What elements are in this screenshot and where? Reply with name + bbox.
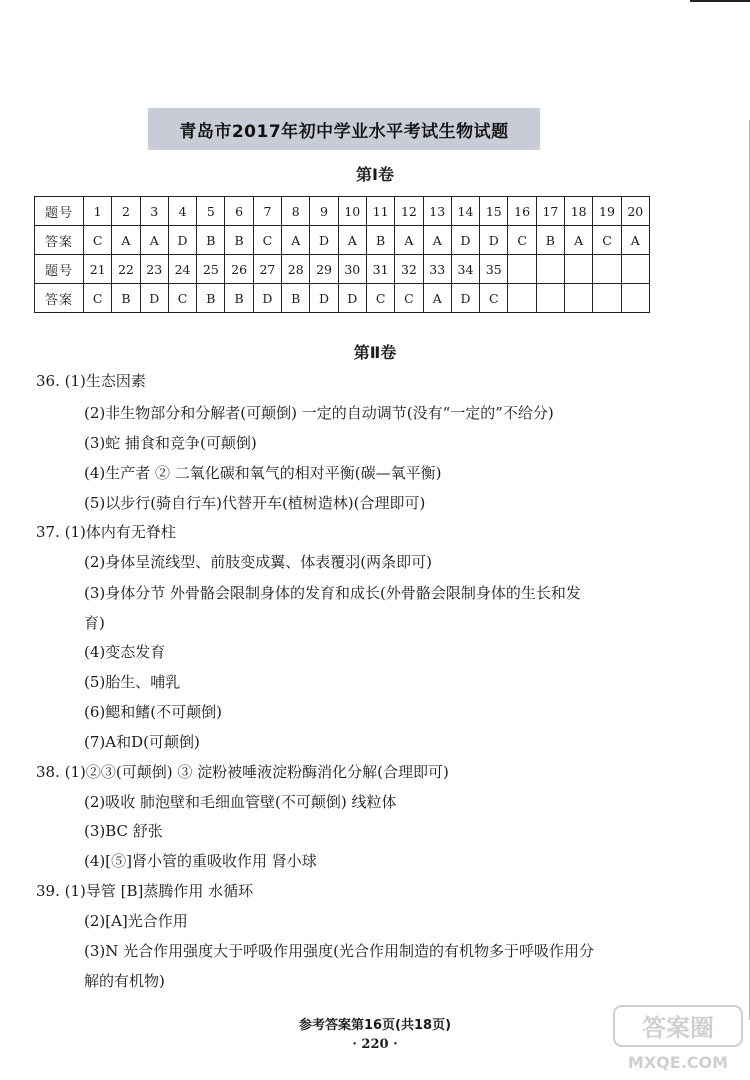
- table-cell: 21: [84, 255, 112, 284]
- table-cell: 8: [282, 197, 310, 226]
- table-cell: A: [621, 226, 649, 255]
- table-cell: [621, 284, 649, 313]
- answer-line: (7)A和D(可颠倒): [84, 733, 200, 751]
- table-cell: 31: [366, 255, 394, 284]
- row-label: 答案: [35, 284, 84, 313]
- table-cell: C: [593, 226, 621, 255]
- table-cell: 13: [423, 197, 451, 226]
- table-cell: D: [338, 284, 366, 313]
- answer-table-row: [35, 226, 650, 255]
- table-cell: [508, 255, 536, 284]
- answer-line: (2)吸收 肺泡壁和毛细血管壁(不可颠倒) 线粒体: [84, 793, 397, 811]
- answer-line: 37. (1)体内有无脊柱: [36, 523, 176, 541]
- table-cell: 28: [282, 255, 310, 284]
- row-label: 题号: [35, 255, 84, 284]
- table-cell: 20: [621, 197, 649, 226]
- answer-line: (2)非生物部分和分解者(可颠倒) 一定的自动调节(没有“一定的”不给分): [84, 404, 554, 422]
- table-cell: B: [197, 226, 225, 255]
- table-cell: 23: [140, 255, 168, 284]
- footer-label: 参考答案第16页(共18页): [298, 1018, 452, 1033]
- table-cell: D: [310, 226, 338, 255]
- answer-line: (3)蛇 捕食和竞争(可颠倒): [84, 434, 257, 452]
- table-cell: 17: [536, 197, 564, 226]
- table-cell: 12: [395, 197, 423, 226]
- answer-table-row: [35, 284, 650, 313]
- table-cell: 24: [168, 255, 196, 284]
- answer-line: (5)以步行(骑自行车)代替开车(植树造林)(合理即可): [84, 494, 426, 512]
- answer-line: (6)鳃和鳍(不可颠倒): [84, 703, 222, 721]
- table-cell: D: [480, 226, 508, 255]
- table-cell: A: [565, 226, 593, 255]
- table-cell: 5: [197, 197, 225, 226]
- table-cell: 7: [253, 197, 281, 226]
- page-title: 青岛市2017年初中学业水平考试生物试题: [148, 108, 540, 150]
- answer-line: 育): [84, 614, 105, 632]
- table-cell: A: [423, 226, 451, 255]
- table-cell: B: [225, 226, 253, 255]
- row-label: 题号: [35, 197, 84, 226]
- table-cell: [508, 284, 536, 313]
- table-cell: D: [140, 284, 168, 313]
- answer-line: 39. (1)导管 [B]蒸腾作用 水循环: [36, 882, 254, 900]
- table-cell: [593, 255, 621, 284]
- table-cell: 29: [310, 255, 338, 284]
- answer-table: [34, 196, 650, 313]
- table-cell: B: [536, 226, 564, 255]
- table-cell: B: [112, 284, 140, 313]
- table-cell: 18: [565, 197, 593, 226]
- table-cell: C: [253, 226, 281, 255]
- table-cell: C: [395, 284, 423, 313]
- table-cell: D: [451, 284, 479, 313]
- table-cell: C: [168, 284, 196, 313]
- table-cell: A: [282, 226, 310, 255]
- table-cell: B: [225, 284, 253, 313]
- table-cell: 16: [508, 197, 536, 226]
- answer-line: (3)BC 舒张: [84, 822, 163, 840]
- answer-line: (3)N 光合作用强度大于呼吸作用强度(光合作用制造的有机物多于呼吸作用分: [84, 942, 594, 960]
- table-cell: [565, 255, 593, 284]
- table-cell: A: [112, 226, 140, 255]
- table-cell: 35: [480, 255, 508, 284]
- svg-text:MXQE.COM: MXQE.COM: [627, 1053, 729, 1072]
- table-cell: 30: [338, 255, 366, 284]
- answer-line: (3)身体分节 外骨骼会限制身体的发育和成长(外骨骼会限制身体的生长和发: [84, 584, 581, 602]
- table-cell: B: [197, 284, 225, 313]
- answer-table-row: [35, 197, 650, 226]
- table-cell: 33: [423, 255, 451, 284]
- answer-line: (4)[⑤]肾小管的重吸收作用 肾小球: [84, 852, 317, 870]
- table-cell: 14: [451, 197, 479, 226]
- section-1-title: 第Ⅰ卷: [356, 165, 394, 184]
- table-cell: 27: [253, 255, 281, 284]
- table-cell: C: [366, 284, 394, 313]
- table-cell: 3: [140, 197, 168, 226]
- table-cell: 10: [338, 197, 366, 226]
- table-cell: 15: [480, 197, 508, 226]
- table-cell: 32: [395, 255, 423, 284]
- answer-line: (4)生产者 ② 二氧化碳和氧气的相对平衡(碳—氧平衡): [84, 464, 442, 482]
- table-cell: 26: [225, 255, 253, 284]
- table-cell: C: [84, 226, 112, 255]
- answer-line: 38. (1)②③(可颠倒) ③ 淀粉被唾液淀粉酶消化分解(合理即可): [36, 763, 449, 781]
- table-cell: A: [423, 284, 451, 313]
- table-cell: [536, 255, 564, 284]
- table-cell: 11: [366, 197, 394, 226]
- table-cell: B: [282, 284, 310, 313]
- answer-line: (2)[A]光合作用: [84, 912, 188, 930]
- row-label: 答案: [35, 226, 84, 255]
- table-cell: 2: [112, 197, 140, 226]
- answer-line: (2)身体呈流线型、前肢变成翼、体表覆羽(两条即可): [84, 553, 432, 571]
- table-cell: A: [395, 226, 423, 255]
- table-cell: 6: [225, 197, 253, 226]
- answer-table-row: [35, 255, 650, 284]
- table-cell: A: [338, 226, 366, 255]
- table-cell: D: [451, 226, 479, 255]
- table-cell: [536, 284, 564, 313]
- table-cell: C: [508, 226, 536, 255]
- answer-line: 解的有机物): [84, 972, 165, 990]
- section-2-title: 第Ⅱ卷: [353, 343, 397, 362]
- table-cell: [565, 284, 593, 313]
- answer-line: 36. (1)生态因素: [36, 372, 146, 390]
- answer-line: (4)变态发育: [84, 643, 166, 661]
- top-rule: [690, 0, 750, 2]
- table-cell: A: [140, 226, 168, 255]
- table-cell: 1: [84, 197, 112, 226]
- table-cell: D: [310, 284, 338, 313]
- table-cell: C: [84, 284, 112, 313]
- table-cell: [593, 284, 621, 313]
- watermark-logo: [610, 1002, 746, 1074]
- table-cell: 19: [593, 197, 621, 226]
- table-cell: 4: [168, 197, 196, 226]
- table-cell: 9: [310, 197, 338, 226]
- table-cell: B: [366, 226, 394, 255]
- table-cell: [621, 255, 649, 284]
- table-cell: 34: [451, 255, 479, 284]
- table-cell: C: [480, 284, 508, 313]
- svg-text:答案圈: 答案圈: [642, 1014, 714, 1042]
- table-cell: D: [168, 226, 196, 255]
- answer-line: (5)胎生、哺乳: [84, 673, 181, 691]
- table-cell: 25: [197, 255, 225, 284]
- table-cell: D: [253, 284, 281, 313]
- table-cell: 22: [112, 255, 140, 284]
- page-number: · 220 ·: [352, 1037, 398, 1052]
